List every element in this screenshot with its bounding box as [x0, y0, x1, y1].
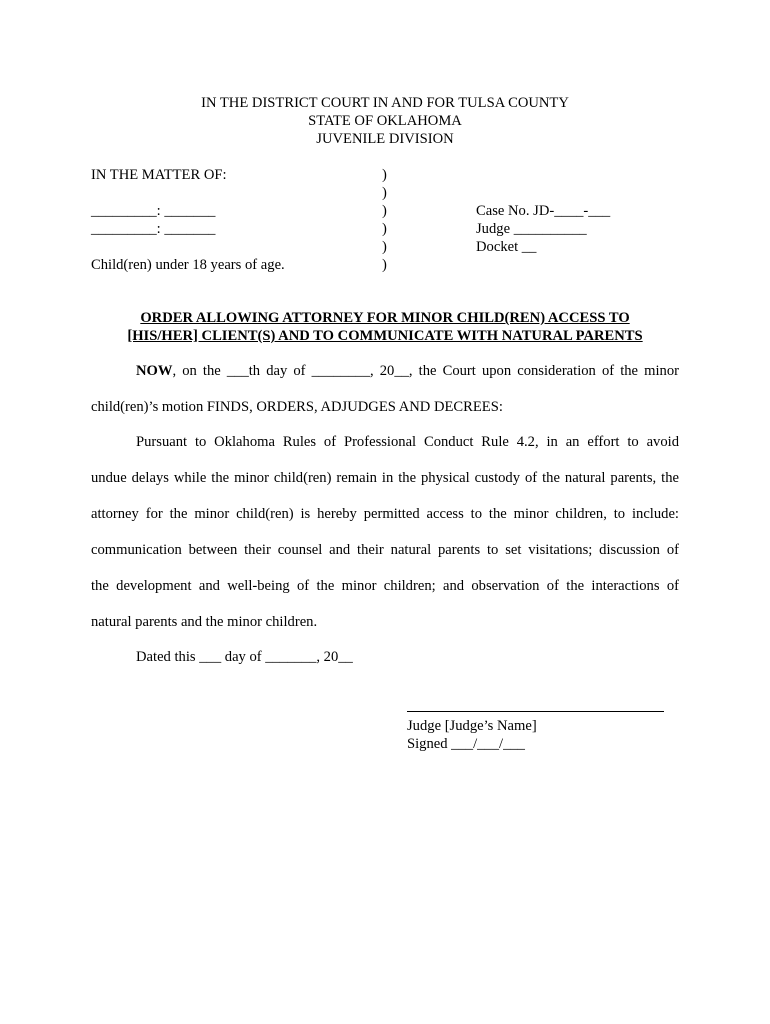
order-title-line1: ORDER ALLOWING ATTORNEY FOR MINOR CHILD(REN) ACCESS TO — [140, 310, 630, 326]
order-title-line2: [HIS/HER] CLIENT(S) AND TO COMMUNICATE WITH NATURAL PARENTS — [127, 328, 643, 344]
now-bold: NOW — [136, 363, 173, 379]
paragraph2-line1: Pursuant to Oklahoma Rules of Professional Conduct Rule 4.2, in an effort to avoid — [136, 434, 679, 450]
now-sentence — [136, 362, 679, 380]
caption-paren: ) — [382, 221, 387, 237]
caption-paren: ) — [382, 239, 387, 255]
matter-label: IN THE MATTER OF: — [91, 167, 227, 183]
signed-date: Signed ___/___/___ — [407, 736, 525, 752]
party-line-2: _________: _______ — [91, 221, 216, 237]
paragraph2-line3: attorney for the minor child(ren) is hereby permitted access to the minor children, to include: — [91, 506, 679, 522]
paragraph2-line6: natural parents and the minor children. — [91, 614, 318, 630]
paragraph2-line2: undue delays while the minor child(ren) remain in the physical custody of the natural parents, the — [91, 470, 679, 486]
docket-field: Docket __ — [476, 239, 537, 255]
party-line-1: _________: _______ — [91, 203, 216, 219]
court-heading-line3: JUVENILE DIVISION — [316, 131, 454, 147]
paragraph2-line4: communication between their counsel and their natural parents to set visitations; discussion of — [91, 542, 679, 558]
caption-paren: ) — [382, 167, 387, 183]
caption-paren: ) — [382, 257, 387, 273]
paragraph2-line5: the development and well-being of the minor children; and observation of the interactions of — [91, 578, 679, 594]
court-heading-line1: IN THE DISTRICT COURT IN AND FOR TULSA COUNTY — [201, 95, 569, 111]
court-heading-line2: STATE OF OKLAHOMA — [308, 113, 462, 129]
motion-line: child(ren)’s motion FINDS, ORDERS, ADJUDGES AND DECREES: — [91, 399, 503, 415]
now-line — [136, 362, 679, 380]
signature-line — [407, 711, 664, 712]
judge-field: Judge __________ — [476, 221, 587, 237]
caption-paren: ) — [382, 185, 387, 201]
court-heading — [0, 94, 770, 148]
caption-paren: ) — [382, 203, 387, 219]
now-text: , on the ___th day of ________, 20__, the Court upon consideration of the minor — [172, 363, 679, 379]
dated-line: Dated this ___ day of _______, 20__ — [136, 649, 353, 665]
case-number: Case No. JD-____-___ — [476, 203, 611, 219]
judge-name: Judge [Judge’s Name] — [407, 718, 537, 734]
children-age-label: Child(ren) under 18 years of age. — [91, 257, 285, 273]
